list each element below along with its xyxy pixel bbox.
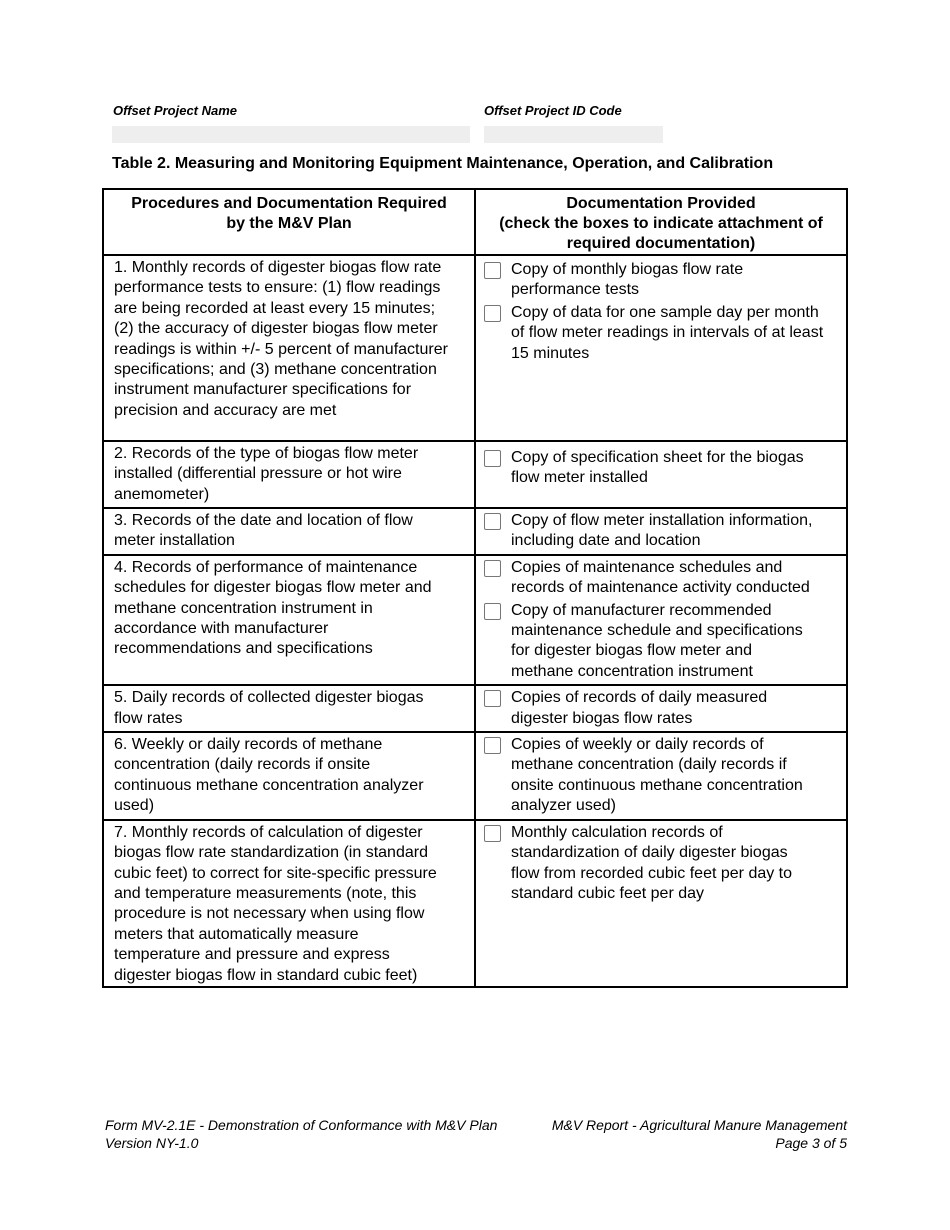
documentation-text: Copy of data for one sample day per month of flow meter readings in intervals of at least 15 minutes [511, 303, 824, 362]
procedure-text: 2. Records of the type of biogas flow meter installed (differential pressure or hot wire anemometer) [114, 445, 419, 503]
table-row [103, 685, 847, 732]
procedure-text: 6. Weekly or daily records of methane concentration (daily records if onsite continuous methane concentration analyzer used) [114, 736, 424, 815]
documentation-text: Copy of manufacturer recommended maintenance schedule and specifications for digester biogas flow meter and methane concentration instrument [511, 601, 803, 680]
footer-right [552, 1117, 847, 1152]
documentation-text: Copies of maintenance schedules and records of maintenance activity conducted [511, 558, 810, 597]
documentation-text: Copies of records of daily measured digester biogas flow rates [511, 689, 768, 727]
documentation-text: Copy of monthly biogas flow rate performance tests [511, 261, 744, 299]
checkbox[interactable] [484, 690, 501, 707]
table-row [103, 508, 847, 555]
form-version: Version NY-1.0 [105, 1134, 199, 1151]
table-row [103, 441, 847, 508]
documentation-text: Copies of weekly or daily records of methane concentration (daily records if onsite continuous methane concentration analyzer used) [511, 736, 803, 815]
procedure-text: 7. Monthly records of calculation of digester biogas flow rate standardization (in standard cubic feet) to correct for site-specific pressure and temperature measurements (note, this procedure is not necessary when using flow meters that automatically measure temperature and pressure and express digester biogas flow in standard cubic feet) [114, 823, 437, 984]
project-name-label: Offset Project Name [113, 103, 238, 118]
documentation-text: Monthly calculation records of standardization of daily digester biogas flow from recorded cubic feet per day to standard cubic feet per day [511, 823, 793, 902]
column-header-procedures: Procedures and Documentation Required by the M&V Plan [103, 189, 475, 255]
page-number: Page 3 of 5 [775, 1134, 847, 1151]
table-row [103, 255, 847, 441]
checkbox[interactable] [484, 262, 501, 279]
project-id-label: Offset Project ID Code [484, 103, 622, 118]
checkbox[interactable] [484, 513, 501, 530]
table-row [103, 555, 847, 685]
checkbox[interactable] [484, 603, 501, 620]
project-name-field[interactable] [112, 126, 470, 143]
documentation-text: Copy of specification sheet for the biogas flow meter installed [511, 449, 804, 487]
project-id-field[interactable] [484, 126, 663, 143]
table-row [103, 820, 847, 987]
procedure-text: 1. Monthly records of digester biogas flow rate performance tests to ensure: (1) flow readings are being recorded at least every 15 minutes; (2) the accuracy of digester biogas flow meter readings is within +/- 5 percent of manufacturer specifications; and (3) methane concentration instrument manufacturer specifications for precision and accuracy are met [114, 259, 448, 419]
checkbox[interactable] [484, 560, 501, 577]
checkbox[interactable] [484, 305, 501, 322]
table-row [103, 732, 847, 820]
column-header-documentation: Documentation Provided (check the boxes to indicate attachment of required documentation) [475, 189, 847, 255]
form-title: Form MV-2.1E - Demonstration of Conformance with M&V Plan [105, 1117, 498, 1133]
report-title: M&V Report - Agricultural Manure Management [551, 1117, 847, 1133]
procedure-text: 3. Records of the date and location of flow meter installation [114, 512, 413, 550]
documentation-text: Copy of flow meter installation information, including date and location [511, 512, 813, 550]
procedure-text: 5. Daily records of collected digester biogas flow rates [114, 689, 424, 727]
footer-left [105, 1117, 497, 1152]
checkbox[interactable] [484, 450, 501, 467]
table-title: Table 2. Measuring and Monitoring Equipment Maintenance, Operation, and Calibration [112, 155, 774, 172]
checkbox[interactable] [484, 825, 501, 842]
procedure-text: 4. Records of performance of maintenance schedules for digester biogas flow meter and methane concentration instrument in accordance with manufacturer recommendations and specifications [114, 558, 432, 658]
equipment-table [102, 188, 848, 988]
checkbox[interactable] [484, 737, 501, 754]
